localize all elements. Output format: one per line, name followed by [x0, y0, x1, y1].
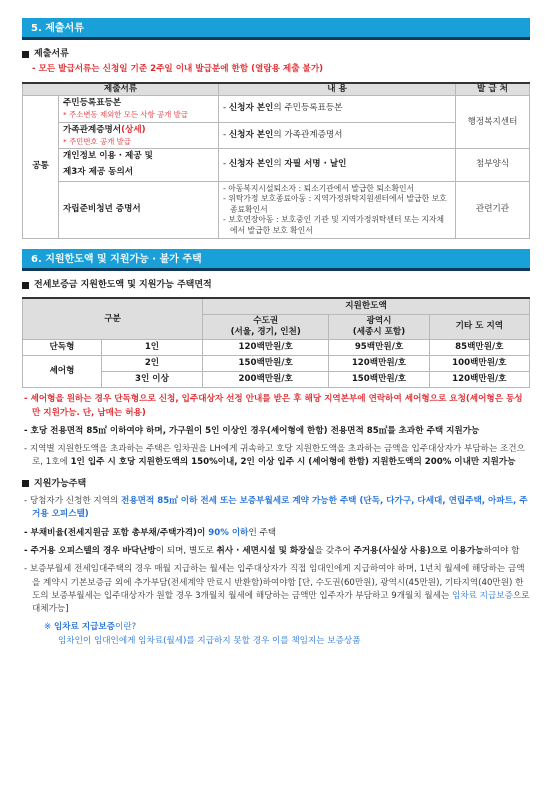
- limit-cell: 100백만원/호: [429, 356, 529, 372]
- table-row: [23, 181, 530, 239]
- header-capital-region: 수도권 (서울, 경기, 인천): [203, 314, 329, 339]
- eligible-housing-item: - 당첨자가 신청한 지역의 전용면적 85㎡ 이하 전세 또는 보증부월세로 계약 가능한 주택 (단독, 다가구, 다세대, 연립주택, 아파트, 주거용 오피스텔): [24, 495, 528, 520]
- header-issuer: 발 급 처: [456, 83, 530, 96]
- officetel-item: - 주거용 오피스텔의 경우 바닥난방이 되며, 별도로 취사 · 세면시설 및 화장실을 갖추어 주거용(사실상 사용)으로 이용가능하여야 함: [24, 545, 520, 556]
- limit-cell: 120백만원/호: [203, 340, 329, 356]
- rent-guarantee-explainer: ※ 임차료 지급보증이란? 임차인이 임대인에게 임차료(월세)를 지급하지 못할 경우 이를 책임지는 보증상품: [44, 622, 361, 646]
- persons-cell: 3인 이상: [101, 372, 202, 388]
- section5-header: 5. 제출서류: [22, 18, 530, 40]
- table-row: [23, 96, 530, 123]
- area-limit-notice: - 호당 전용면적 85㎡ 이하여야 하며, 가구원이 5인 이상인 경우(셰어형에 한함) 전용면적 85㎡를 초과한 주택 지원가능: [24, 425, 480, 436]
- page: [22, 18, 530, 648]
- header-other-province: 기타 도 지역: [429, 314, 529, 339]
- monthly-rent-item: - 보증부월세 전세임대주택의 경우 매월 지급하는 월세는 입주대상자가 직접 임대인에게 지급하여야 하며, 1년치 월세에 해당하는 금액을 계약시 기본보증금 외에 추가부담(전세계약 만료시 반환함)하여야함 [단, 수도권(60만원), 광역시(45만원), 기타지역(40만원) 한도의 보증부월세는 입주대상자가 원할 경우 3개월치 월세에 해당하는 금액만 입주자가 부담하고 9개월치 월세는 임차료 지급보증으로 대체가능]: [24, 564, 530, 615]
- documents-table: [22, 82, 530, 240]
- submission-notice: - 모든 발급서류는 신청일 기준 2주일 이내 발급분에 한함 (열람용 제출 불가): [32, 64, 324, 75]
- section6-heading-eligible: 지원가능주택: [22, 478, 530, 490]
- doc-privacy-consent: 개인정보 이용 · 제공 및 제3자 제공 동의서: [59, 149, 219, 181]
- limit-cell: 150백만원/호: [203, 356, 329, 372]
- limit-cell: 95백만원/호: [329, 340, 429, 356]
- square-bullet-icon: [22, 480, 29, 487]
- header-documents: 제출서류: [23, 83, 219, 96]
- share-type-notice: - 셰어형을 원하는 경우 단독형으로 신청, 입주대상자 선정 안내를 받은 후 해당 지역본부에 연락하여 셰어형으로 요청(셰어형은 동성만 지원가능. 단, 남매는 허용): [24, 394, 523, 418]
- category-common: 공통: [23, 96, 59, 239]
- limit-cell: 120백만원/호: [429, 372, 529, 388]
- header-category: 구분: [23, 298, 203, 339]
- support-limit-table: [22, 297, 530, 388]
- limit-cell: 85백만원/호: [429, 340, 529, 356]
- table-row: [23, 149, 530, 181]
- table-header-row: [23, 298, 530, 314]
- square-bullet-icon: [22, 51, 29, 58]
- limit-cell: 200백만원/호: [203, 372, 329, 388]
- persons-cell: 1인: [101, 340, 202, 356]
- limit-cell: 120백만원/호: [329, 356, 429, 372]
- content-privacy-consent: - 신청자 본인의 자필 서명 · 날인: [219, 149, 456, 181]
- table-row: [23, 122, 530, 149]
- header-support-limit: 지원한도액: [203, 298, 530, 314]
- doc-family-relation: 가족관계증명서(상세) * 주민번호 공개 발급: [59, 122, 219, 149]
- square-bullet-icon: [22, 282, 29, 289]
- table-row: [23, 356, 530, 372]
- issuer-admin-center: 행정복지센터: [456, 96, 530, 149]
- content-resident-register: - 신청자 본인의 주민등록표등본: [219, 96, 456, 123]
- issuer-related-agency: 관련기관: [456, 181, 530, 239]
- section5-heading: 제출서류: [22, 48, 530, 60]
- section6-heading-limits: 전세보증금 지원한도액 및 지원가능 주택면적: [22, 279, 530, 291]
- table-header-row: [23, 83, 530, 96]
- table-row: [23, 340, 530, 356]
- section6-header: 6. 지원한도액 및 지원가능 · 불가 주택: [22, 249, 530, 271]
- debt-ratio-item: - 부채비율(전세지원금 포함 총부채/주택가격)이 90% 이하인 주택: [24, 527, 277, 538]
- issuer-attached-form: 첨부양식: [456, 149, 530, 181]
- persons-cell: 2인: [101, 356, 202, 372]
- header-metro-city: 광역시 (세종시 포함): [329, 314, 429, 339]
- excess-limit-notice: - 지역별 지원한도액을 초과하는 주택은 임차권을 LH에게 귀속하고 호당 지원한도액을 초과하는 금액을 입주대상자가 부담하는 조건으로, 1호에 1인 입주 시 호당 지원한도액의 150%이내, 2인 이상 입주 시 (셰어형에 한함) 지원한도액의 200% 이내만 지원가능: [24, 444, 525, 468]
- type-single: 단독형: [23, 340, 102, 356]
- doc-resident-register: 주민등록표등본 * 주소변동 제외한 모든 사항 공개 발급: [59, 96, 219, 123]
- content-independence-certificate: - 아동복지시설퇴소자 : 퇴소기관에서 발급한 퇴소확인서 - 위탁가정 보호종료아동 : 지역가정위탁지원센터에서 발급한 보호종료확인서 - 보호연장아동 : 보호중인 기관 및 지역가정위탁센터 또는 지자체에서 발급한 보호 확인서: [219, 181, 456, 239]
- doc-independence-certificate: 자립준비청년 증명서: [59, 181, 219, 239]
- type-share: 셰어형: [23, 356, 102, 388]
- header-content: 내 용: [219, 83, 456, 96]
- content-family-relation: - 신청자 본인의 가족관계증명서: [219, 122, 456, 149]
- limit-cell: 150백만원/호: [329, 372, 429, 388]
